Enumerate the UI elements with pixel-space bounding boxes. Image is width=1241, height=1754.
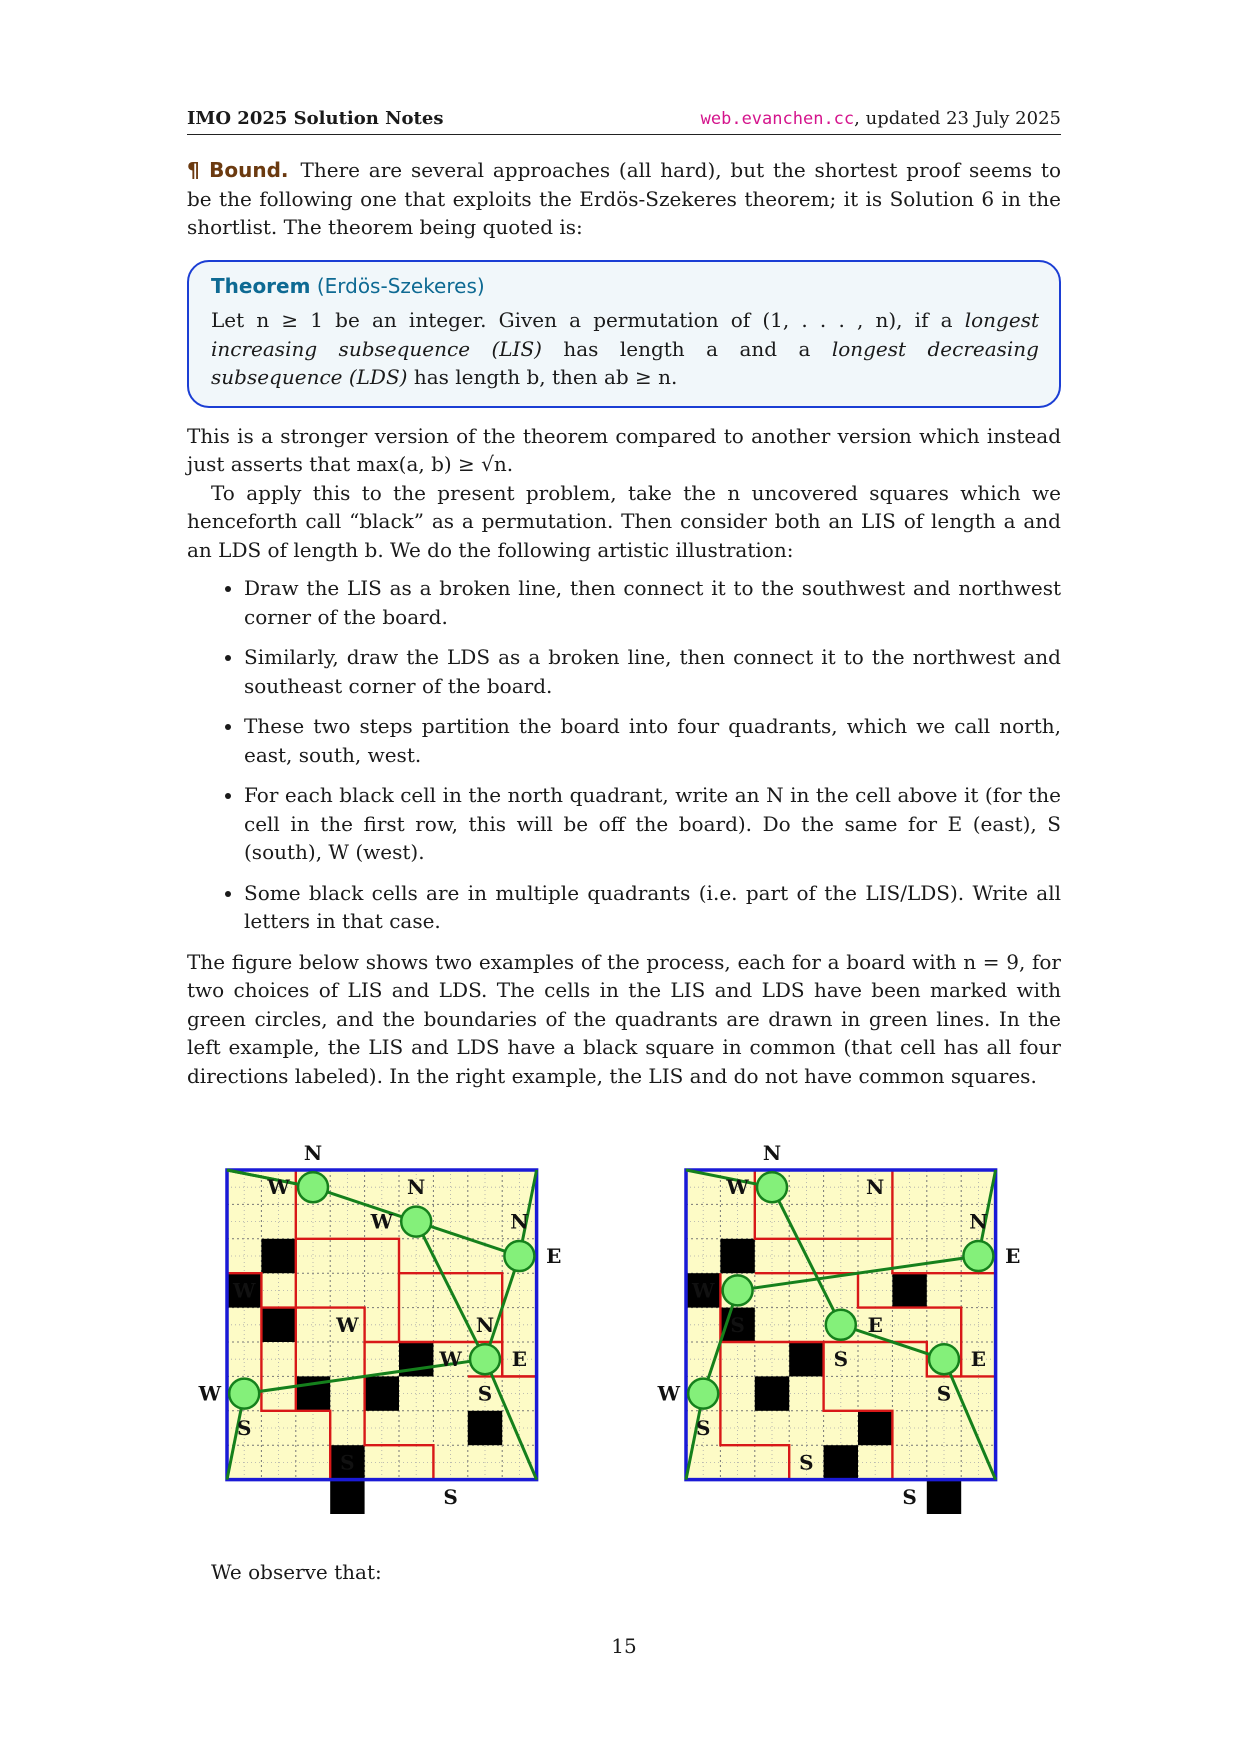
direction-label: S [236,1416,252,1440]
direction-label: W [336,1312,359,1337]
direction-label: N [475,1312,495,1337]
direction-label: S [833,1347,849,1372]
direction-label: W [439,1347,462,1372]
theorem-title [211,272,1039,301]
black-cell [858,1411,892,1445]
sequence-marker [723,1275,753,1305]
intro-paragraph [187,156,1061,242]
direction-label: N [762,1140,782,1165]
left-example-figure [187,1130,607,1540]
direction-label: S [477,1381,493,1406]
theorem-box [187,260,1061,408]
sequence-marker [401,1207,431,1237]
direction-label: S [799,1450,814,1475]
direction-label: E [1005,1244,1021,1268]
direction-label: N [510,1209,529,1234]
sequence-marker [298,1172,328,1202]
paragraph-heading: ¶ Bound. [187,158,289,182]
intro-text: There are several approaches (all hard), but the shortest proof seems to be the following one that exploits the Erdös-Szekeres theorem; it is Solution 6 in the shortlist. The theorem being quoted is: [187,158,1062,239]
direction-label: S [730,1312,745,1337]
black-cell [330,1480,364,1514]
illustration-steps [187,574,1061,936]
black-cell [261,1308,295,1342]
page-number: 15 [611,1634,637,1658]
list-item: • Some black cells are in multiple quadrants (i.e. part of the LIS/LDS). Write all letters in that case. [244,879,1061,936]
direction-label: E [546,1244,562,1268]
black-cell [824,1445,858,1479]
theorem-text-1: Let n ≥ 1 be an integer. Given a permutation of (1, . . . , n), if a [211,308,965,332]
direction-label: N [866,1175,885,1200]
list-item: • Similarly, draw the LDS as a broken line, then connect it to the northwest and southeast corner of the board. [244,643,1061,700]
paragraph-stronger-version: This is a stronger version of the theorem compared to another version which instead just asserts that max(a, b) ≥ √n. [187,423,1061,476]
paragraph-figure-description: The figure below shows two examples of the process, each for a board with n = 9, for two choices of LIS and LDS. The cells in the LIS and LDS have been marked with green circles, and the boundaries of the quadrants are drawn in green lines. In the left example, the LIS and LDS have a black square in common (that cell has all four directions labeled). In the right example, the LIS and do not have common squares. [187,949,1061,1088]
theorem-lis: longest increasing subsequence (LIS) [211,308,1039,361]
black-cell [468,1411,502,1445]
black-cell [927,1480,961,1514]
sequence-marker [688,1379,718,1409]
sequence-marker [504,1241,534,1271]
header-right [701,108,1061,129]
direction-label: E [511,1347,528,1372]
black-cell [892,1273,926,1307]
black-cell [755,1376,789,1410]
direction-label: S [902,1484,917,1509]
theorem-statement [211,306,1039,392]
header-updated: , updated 23 July 2025 [854,108,1061,129]
direction-label: W [267,1175,290,1200]
black-cell [789,1342,823,1376]
header-link[interactable]: web.evanchen.cc [700,109,855,129]
direction-label: W [198,1381,222,1406]
sequence-marker [929,1344,959,1374]
black-cell [261,1239,295,1273]
running-header [187,108,1061,135]
page-body [187,156,1061,1090]
theorem-text-5: has length b, then ab ≥ n. [407,365,678,389]
direction-label: W [657,1381,681,1406]
direction-label: E [970,1347,987,1372]
list-item: • Draw the LIS as a broken line, then connect it to the southwest and northwest corner of the board. [244,574,1061,631]
sequence-marker [963,1241,993,1271]
direction-label: N [407,1175,426,1200]
direction-label: S [936,1381,952,1406]
paragraph-apply: To apply this to the present problem, take the n uncovered squares which we henceforth call “black” as a permutation. Then consider both an LIS of length a and an LDS of length b. We do the following artistic illustration: [187,480,1061,562]
right-example-figure [646,1130,1066,1540]
direction-label: S [340,1450,355,1475]
black-cell [720,1239,754,1273]
list-item: • For each black cell in the north quadrant, write an N in the cell above it (for the cell in the first row, this will be off the board). Do the same for E (east), S (south), W (west). [244,781,1061,867]
direction-label: N [303,1140,323,1165]
direction-label: W [691,1278,715,1303]
sequence-marker [229,1379,259,1409]
observe-text: We observe that: [211,1560,382,1584]
direction-label: E [867,1312,883,1337]
direction-label: W [370,1209,394,1234]
theorem-text-3: has length a and a [541,336,832,361]
header-title: IMO 2025 Solution Notes [187,108,444,129]
direction-label: N [969,1209,988,1234]
direction-label: W [232,1278,256,1303]
theorem-lds: longest decreasing subsequence (LDS) [211,336,1039,389]
theorem-name: (Erdös-Szekeres) [316,273,485,298]
sequence-marker [757,1172,787,1202]
list-item: • These two steps partition the board into four quadrants, which we call north, east, south, west. [244,712,1061,769]
sequence-marker [826,1310,856,1340]
direction-label: S [695,1416,711,1440]
black-cell [365,1376,399,1410]
sequence-marker [470,1344,500,1374]
direction-label: W [726,1175,749,1200]
figure-examples [187,1130,1061,1550]
theorem-label: Theorem [211,273,311,298]
direction-label: S [443,1484,458,1509]
